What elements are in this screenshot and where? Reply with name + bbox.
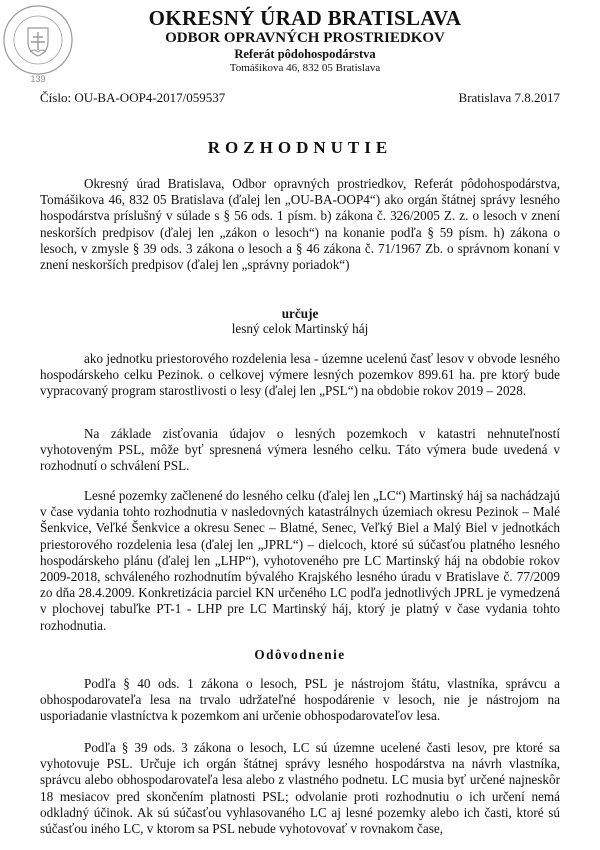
letterhead <box>0 6 600 75</box>
document-number: Číslo: OU-BA-OOP4-2017/059537 <box>40 90 226 105</box>
forest-unit-name: lesný celok Martinský háj <box>231 321 369 336</box>
intro-paragraph: Okresný úrad Bratislava, Odbor opravných prostriedkov, Referát pôdohospodárstva, Tomášikova 46, 832 05 Bratislava (ďalej len „OU-BA-OOP4“) ako orgán štátnej správy lesného hospodárstva príslušný v súlade s § 56 ods. 1 písm. b) zákona č. 326/2005 Z. z. o lesoch v znení neskorších predpisov (ďalej len „zákon o lesoch“) na konanie podľa § 59 písm. h) zákona o lesoch, v zmysle § 39 ods. 3 zákona o lesoch a § 46 zákona č. 71/1967 Zb. o správnom konaní v znení neskorších predpisov (ďalej len „správny poriadok“) <box>40 176 560 273</box>
paragraph-1: ako jednotku priestorového rozdelenia lesa - územne ucelenú časť lesov v obvode lesného hospodárskeho celku Pezinok. o celkovej výmere lesných pozemkov 899.61 ha. pre ktorý bude vypracovaný program starostlivosti o lesy (ďalej len „PSL“) na obdobie rokov 2019 – 2028. <box>40 351 560 399</box>
section-heading-justification: Odôvodnenie <box>254 647 346 662</box>
paragraph-3: Lesné pozemky začlenené do lesného celku (ďalej len „LC“) Martinský háj sa nachádzajú v čase vydania tohto rozhodnutia v nasledovných katastrálnych územiach okresu Pezinok – Malé Šenkvice, Veľké Šenkvice a okresu Senec – Blatné, Senec, Veľký Biel a Malý Biel v jednotkách priestorového rozdelenia lesa (ďalej len „JPRL“) – dielcoch, ktoré sú súčasťou platného lesného hospodárskeho plánu (ďalej len „LHP“), vyhotoveného pre LC Martinský háj na obdobie rokov 2009-2018, schváleného rozhodnutím bývalého Krajského lesného úradu v Bratislave č. 77/2009 zo dňa 28.4.2009. Konkretizácia parciel KN určeného LC podľa jednotlivých JPRL je vymedzená v plochovej tabuľke PT-1 - LHP pre LC Martinský háj, ktorý je platný v čase vydania tohto rozhodnutia. <box>40 488 560 633</box>
department-name: ODBOR OPRAVNÝCH PROSTRIEDKOV <box>165 30 445 46</box>
office-name: OKRESNÝ ÚRAD BRATISLAVA <box>148 6 462 30</box>
place-and-date: Bratislava 7.8.2017 <box>458 90 560 105</box>
unit-name: Referát pôdohospodárstva <box>234 47 376 61</box>
paragraph-5: Podľa § 39 ods. 3 zákona o lesoch, LC sú územne ucelené časti lesov, pre ktoré sa vyhotovuje PSL. Určuje ich orgán štátnej správy lesného hospodárstva na návrh vlastníka, správcu alebo obhospodarovateľa lesa alebo z vlastného podnetu. LC musia byť určené najneskôr 18 mesiacov pred skončením platnosti PSL; odvolanie proti rozhodnutiu o ich určení nemá odkladný účinok. Ak sú súčasťou vyhlasovaného LC aj lesné pozemky alebo ich časti, ktoré sú súčasťou iného LC, v ktorom sa PSL nebude vyhotovovať v rovnakom čase, <box>40 740 560 837</box>
document-title: ROZHODNUTIE <box>207 138 393 157</box>
office-address: Tomášikova 46, 832 05 Bratislava <box>229 62 381 74</box>
paragraph-4: Podľa § 40 ods. 1 zákona o lesoch, PSL je nástrojom štátu, vlastníka, správcu a obhospodarovateľa lesa na trvalo udržateľné hospodárenie v lesoch, nie je nástrojom na usporiadanie vlastníctva k pozemkom ani určenie obhospodarovateľov lesa. <box>40 676 560 724</box>
paragraph-2: Na základe zisťovania údajov o lesných pozemkoch v katastri nehnuteľností vyhotoveným PSL, môže byť spresnená výmera lesného celku. Táto výmera bude uvedená v rozhodnutí o schválení PSL. <box>40 426 560 474</box>
svg-text:139: 139 <box>30 74 46 84</box>
decision-verb: určuje <box>281 306 319 321</box>
